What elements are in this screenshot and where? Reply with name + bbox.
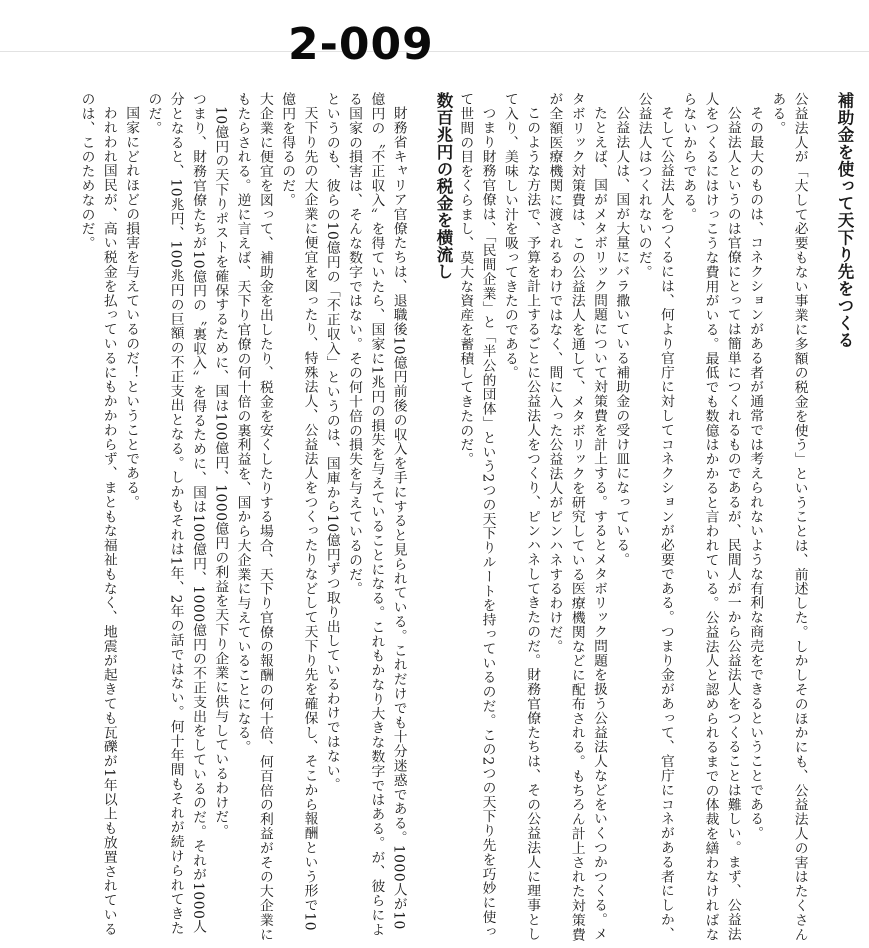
- paragraph: たとえば、国がメタボリック問題について対策費を計上する。するとメタボリック問題を扱う公益法人などをいくつかつくる。メタボリック対策費は、この公益法人を通して、メタボリックを研究している医療機関などに配布される。もちろん計上された対策費が全額医療機関に渡されるわけではなく、間に入った公益法人がピンハネするわけだ。: [546, 92, 608, 942]
- paragraph: その最大のものは、コネクションがある者が通常では考えられないような有利な商売をできるということである。: [747, 105, 764, 841]
- paragraph: このような方法で、予算を計上するごとに公益法人をつくり、ピンハネしてきたのだ。財務官僚たちは、その公益法人に理事として入り、美味しい汁を吸ってきたのである。: [501, 92, 541, 941]
- paragraph: われわれ国民が、高い税金を払っているにもかかわらず、まともな福祉もなく、地震が起きても瓦礫が1年以上も放置されているのは、このためなのだ。: [78, 92, 117, 936]
- paragraph: つまり財務官僚は、「民間企業」と「半公的団体」という2つの天下りルートを持っているのだ。この2つの天下り先を巧妙に使って世間の目をくらまし、莫大な資産を蓄積してきたのだ。: [457, 92, 496, 939]
- paragraph: 公益法人というのは官僚にとっては簡単につくれるものであるが、民間人が一から公益法人をつくることは難しい。まず、公益法人をつくるにはけっこうな費用がいる。最低でも数億はかかると言われている。公益法人と認められるまでの体裁を繕わなければならないからである。: [680, 92, 741, 942]
- paragraph: 大企業に便宜を図って、補助金を出したり、税金を安くしたりする場合、天下り官僚の報酬の何十倍、何百倍の利益がその大企業にもたらされる。逆に言えば、天下り官僚の何十倍の裏利益を、国から大企業に与えていることになる。: [234, 92, 273, 942]
- paragraph: 10億円の天下りポストを確保するために、国は100億円、1000億円の利益を天下り企業に供与しているわけだ。: [212, 105, 229, 839]
- paragraph: というのも、彼らの10億円の「不正収入」というのは、国庫から10億円ずつ取り出しているわけではない。: [323, 92, 340, 792]
- page-number-label: 2-009: [288, 19, 434, 70]
- header-divider: [0, 51, 869, 52]
- paragraph: 天下り先の大企業に便宜を図ったり、特殊法人、公益法人をつくったりなどして天下り先を確保し、そこから報酬という形で10億円を得るのだ。: [279, 92, 318, 931]
- paragraph: 公益法人が「大して必要もない事業に多額の税金を使う」ということは、前述した。しかしそのほかにも、公益法人の害はたくさんある。: [769, 92, 808, 942]
- section-heading: 数百兆円の税金を横流し: [433, 92, 453, 281]
- paragraph: 公益法人は、国が大量にバラ撒いている補助金の受け皿になっている。: [613, 105, 630, 567]
- paragraph: 財務省キャリア官僚たちは、退職後10億円前後の収入を手にすると見られている。これだけでも十分迷惑である。1000人が10億円の〝不正収入〟を得ていたら、国家に1兆円の損失を与えていることになる。これもかなり大きな数字ではある。が、彼らによる国家の損害は、そんな数字ではない。その何十倍の損失を与えているのだ。: [346, 92, 407, 937]
- paragraph: そして公益法人をつくるには、何より官庁に対してコネクションが必要である。つまり金があって、官庁にコネがある者にしか、公益法人はつくれないのだ。: [635, 92, 674, 941]
- paragraph: 国家にどれほどの損害を与えているのだ！ということである。: [123, 105, 140, 509]
- vertical-text-body: [14, 92, 855, 944]
- paragraph: つまり、財務官僚たちが10億円の〝裏収入〟を得るために、国は100億円、1000億円の不正支出をしているのだ。それが1000人分となると、10兆円、100兆円の巨額の不正支出となる。しかもそれは1年、2年の話ではない。何十年間もそれが続けられてきたのだ。: [145, 92, 206, 936]
- section-heading: 補助金を使って天下り先をつくる: [835, 92, 854, 349]
